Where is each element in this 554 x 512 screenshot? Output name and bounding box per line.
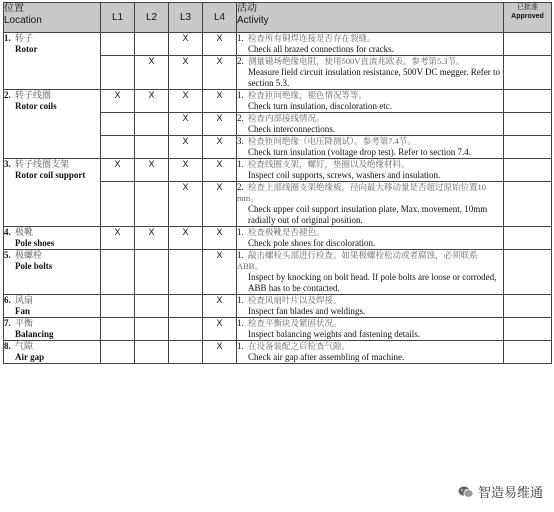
level-l4-mark: X bbox=[203, 250, 237, 295]
activity-text-en: Inspect coil supports, screws, washers and insulation. bbox=[248, 170, 441, 180]
location-name-cn: 转子 bbox=[15, 33, 34, 43]
activity-text-cn: 检查极靴是否褪色。 bbox=[248, 227, 325, 237]
approved-cell[interactable] bbox=[504, 56, 552, 90]
activity-text-cn: 在设备装配之后检查气隙。 bbox=[248, 341, 351, 351]
level-l2-mark: X bbox=[135, 159, 169, 182]
activity-cell bbox=[237, 318, 504, 341]
location-number: 8. bbox=[4, 341, 11, 351]
level-l1-mark bbox=[101, 56, 135, 90]
activity-number: 1. bbox=[237, 90, 244, 100]
level-l1-mark: X bbox=[101, 227, 135, 250]
level-l2-mark bbox=[135, 341, 169, 364]
approved-cell[interactable] bbox=[504, 113, 552, 136]
location-name-cn: 极螺栓 bbox=[15, 250, 43, 260]
level-l3-mark: X bbox=[169, 182, 203, 227]
activity-cell bbox=[237, 56, 504, 90]
level-l4-mark: X bbox=[203, 318, 237, 341]
activity-number: 3. bbox=[237, 136, 244, 146]
approved-cell[interactable] bbox=[504, 250, 552, 295]
level-l3-mark: X bbox=[169, 113, 203, 136]
activity-number: 1. bbox=[237, 318, 244, 328]
activity-number: 2. bbox=[237, 56, 244, 66]
location-cell bbox=[4, 341, 101, 364]
level-l1-mark bbox=[101, 341, 135, 364]
header-activity bbox=[237, 3, 504, 33]
table-body bbox=[4, 33, 552, 364]
table-row bbox=[4, 250, 552, 295]
activity-cell bbox=[237, 159, 504, 182]
location-name-en: Rotor bbox=[15, 44, 38, 54]
activity-cell bbox=[237, 250, 504, 295]
level-l1-mark bbox=[101, 33, 135, 56]
activity-cell bbox=[237, 227, 504, 250]
activity-text-cn: 检查匝间绝缘，褪色情况等等。 bbox=[248, 90, 368, 100]
activity-number: 1. bbox=[237, 159, 244, 169]
header-activity-en: Activity bbox=[237, 15, 269, 26]
activity-text-en: Check pole shoes for discoloration. bbox=[248, 238, 376, 248]
level-l4-mark: X bbox=[203, 33, 237, 56]
header-l4: L4 bbox=[203, 3, 237, 33]
approved-cell[interactable] bbox=[504, 33, 552, 56]
location-name-cn: 气隙 bbox=[15, 341, 34, 351]
level-l1-mark bbox=[101, 250, 135, 295]
location-name-cn: 极靴 bbox=[15, 227, 34, 237]
header-l1: L1 bbox=[101, 3, 135, 33]
header-approved-en: Approved bbox=[511, 13, 544, 20]
watermark-text: 智造易维通 bbox=[477, 486, 543, 501]
header-l2: L2 bbox=[135, 3, 169, 33]
level-l3-mark: X bbox=[169, 159, 203, 182]
location-number: 2. bbox=[4, 90, 11, 100]
level-l2-mark bbox=[135, 182, 169, 227]
location-name-cn: 平衡 bbox=[15, 318, 34, 328]
header-approved-cn: 已批准 bbox=[517, 4, 538, 11]
header-location-en: Location bbox=[4, 15, 42, 26]
activity-number: 1. bbox=[237, 250, 244, 260]
table-row bbox=[4, 318, 552, 341]
table-row bbox=[4, 33, 552, 56]
approved-cell[interactable] bbox=[504, 295, 552, 318]
level-l4-mark: X bbox=[203, 56, 237, 90]
level-l1-mark bbox=[101, 113, 135, 136]
level-l1-mark bbox=[101, 295, 135, 318]
activity-text-en: Check turn insulation, discoloration etc. bbox=[248, 101, 392, 111]
table-header-row bbox=[4, 3, 552, 33]
activity-text-en: Inspect by knocking on bolt head. If pole bolts are loose or corroded, ABB has to be contacted. bbox=[248, 272, 497, 293]
table-row bbox=[4, 227, 552, 250]
activity-number: 1. bbox=[237, 341, 244, 351]
table-row bbox=[4, 159, 552, 182]
inspection-table-sheet bbox=[3, 2, 551, 510]
location-cell bbox=[4, 318, 101, 341]
activity-number: 1. bbox=[237, 227, 244, 237]
location-number: 5. bbox=[4, 250, 11, 260]
table-row bbox=[4, 341, 552, 364]
location-cell bbox=[4, 159, 101, 227]
location-name-en: Air gap bbox=[15, 352, 45, 362]
location-cell bbox=[4, 90, 101, 159]
level-l3-mark: X bbox=[169, 227, 203, 250]
activity-text-cn: 测量磁场绝缘电阻，使用500V直流兆欧表。参考第5.3节。 bbox=[248, 56, 465, 66]
activity-text-en: Check turn insulation (voltage drop test). Refer to section 7.4. bbox=[248, 147, 471, 157]
level-l2-mark bbox=[135, 295, 169, 318]
activity-number: 1. bbox=[237, 295, 244, 305]
level-l3-mark bbox=[169, 250, 203, 295]
location-cell bbox=[4, 250, 101, 295]
level-l4-mark: X bbox=[203, 136, 237, 159]
activity-text-en: Check air gap after assembling of machine. bbox=[248, 352, 405, 362]
activity-text-cn: 检查平衡块及紧固状况。 bbox=[248, 318, 342, 328]
location-name-en: Balancing bbox=[15, 329, 54, 339]
table-row bbox=[4, 90, 552, 113]
level-l3-mark: X bbox=[169, 90, 203, 113]
header-l3: L3 bbox=[169, 3, 203, 33]
header-approved bbox=[504, 3, 552, 33]
level-l4-mark: X bbox=[203, 227, 237, 250]
level-l3-mark bbox=[169, 295, 203, 318]
activity-text-cn: 检查匝间绝缘（电压降测试）。参考第7.4节。 bbox=[248, 136, 416, 146]
activity-text-en: Check upper coil support insulation plate, Max. movement, 10mm radially out of original position. bbox=[248, 204, 488, 225]
activity-text-cn: 检查线圈支架，螺钉，垫圈以及绝缘材料。 bbox=[248, 159, 410, 169]
location-number: 3. bbox=[4, 159, 11, 169]
wechat-logo-icon bbox=[458, 485, 474, 499]
level-l1-mark bbox=[101, 136, 135, 159]
level-l3-mark bbox=[169, 318, 203, 341]
level-l3-mark: X bbox=[169, 33, 203, 56]
activity-text-en: Inspect fan blades and weldings. bbox=[248, 306, 366, 316]
location-name-cn: 转子线圈支架 bbox=[15, 159, 70, 169]
activity-text-cn: 检查所有铜焊连接是否存在裂缝。 bbox=[248, 33, 376, 43]
activity-cell bbox=[237, 341, 504, 364]
activity-number: 2. bbox=[237, 182, 244, 192]
location-name-en: Fan bbox=[15, 306, 31, 316]
activity-text-cn: 检查上部线圈支架绝缘板，径向最大移动量是否超过原始位置10 mm。 bbox=[237, 182, 487, 203]
location-cell bbox=[4, 227, 101, 250]
activity-number: 2. bbox=[237, 113, 244, 123]
header-location-cn: 位置 bbox=[4, 3, 24, 14]
location-cell bbox=[4, 33, 101, 90]
location-number: 6. bbox=[4, 295, 11, 305]
location-name-cn: 转子线圈 bbox=[15, 90, 52, 100]
header-location bbox=[4, 3, 101, 33]
level-l4-mark: X bbox=[203, 90, 237, 113]
activity-cell bbox=[237, 136, 504, 159]
activity-cell bbox=[237, 182, 504, 227]
activity-cell bbox=[237, 33, 504, 56]
header-activity-cn: 活动 bbox=[237, 3, 257, 14]
activity-text-cn: 敲击螺栓头部进行检查。如果极螺栓松动或者腐蚀，必须联系ABB。 bbox=[237, 250, 478, 271]
level-l1-mark bbox=[101, 318, 135, 341]
activity-text-cn: 检查内部接线情况。 bbox=[248, 113, 325, 123]
level-l2-mark bbox=[135, 318, 169, 341]
approved-cell[interactable] bbox=[504, 90, 552, 113]
watermark bbox=[456, 481, 545, 502]
activity-number: 1. bbox=[237, 33, 244, 43]
level-l4-mark: X bbox=[203, 182, 237, 227]
level-l2-mark bbox=[135, 113, 169, 136]
approved-cell[interactable] bbox=[504, 182, 552, 227]
level-l1-mark bbox=[101, 182, 135, 227]
location-number: 4. bbox=[4, 227, 11, 237]
level-l4-mark: X bbox=[203, 295, 237, 318]
approved-cell[interactable] bbox=[504, 341, 552, 364]
level-l4-mark: X bbox=[203, 113, 237, 136]
activity-text-en: Check all brazed connections for cracks. bbox=[248, 44, 394, 54]
level-l2-mark: X bbox=[135, 90, 169, 113]
level-l3-mark bbox=[169, 341, 203, 364]
approved-cell[interactable] bbox=[504, 159, 552, 182]
activity-text-en: Inspect balancing weights and fastening details. bbox=[248, 329, 420, 339]
location-cell bbox=[4, 295, 101, 318]
activity-cell bbox=[237, 90, 504, 113]
approved-cell[interactable] bbox=[504, 136, 552, 159]
activity-cell bbox=[237, 113, 504, 136]
level-l2-mark: X bbox=[135, 227, 169, 250]
level-l2-mark bbox=[135, 136, 169, 159]
activity-cell bbox=[237, 295, 504, 318]
level-l4-mark: X bbox=[203, 341, 237, 364]
level-l3-mark: X bbox=[169, 56, 203, 90]
location-name-en: Pole shoes bbox=[15, 238, 55, 248]
approved-cell[interactable] bbox=[504, 318, 552, 341]
level-l3-mark: X bbox=[169, 136, 203, 159]
activity-text-en: Check interconnections. bbox=[248, 124, 335, 134]
approved-cell[interactable] bbox=[504, 227, 552, 250]
location-name-en: Rotor coil support bbox=[15, 170, 86, 180]
level-l1-mark: X bbox=[101, 159, 135, 182]
level-l4-mark: X bbox=[203, 159, 237, 182]
level-l1-mark: X bbox=[101, 90, 135, 113]
location-name-en: Pole bolts bbox=[15, 261, 53, 271]
location-name-cn: 风扇 bbox=[15, 295, 34, 305]
level-l2-mark bbox=[135, 250, 169, 295]
activity-text-en: Measure field circuit insulation resistance, 500V DC megger. Refer to section 5.3. bbox=[248, 67, 501, 88]
location-number: 1. bbox=[4, 33, 11, 43]
level-l2-mark: X bbox=[135, 56, 169, 90]
location-number: 7. bbox=[4, 318, 11, 328]
location-name-en: Rotor coils bbox=[15, 101, 57, 111]
activity-text-cn: 检查风扇叶片以及焊接。 bbox=[248, 295, 342, 305]
level-l2-mark bbox=[135, 33, 169, 56]
table-row bbox=[4, 295, 552, 318]
inspection-table bbox=[3, 2, 552, 364]
